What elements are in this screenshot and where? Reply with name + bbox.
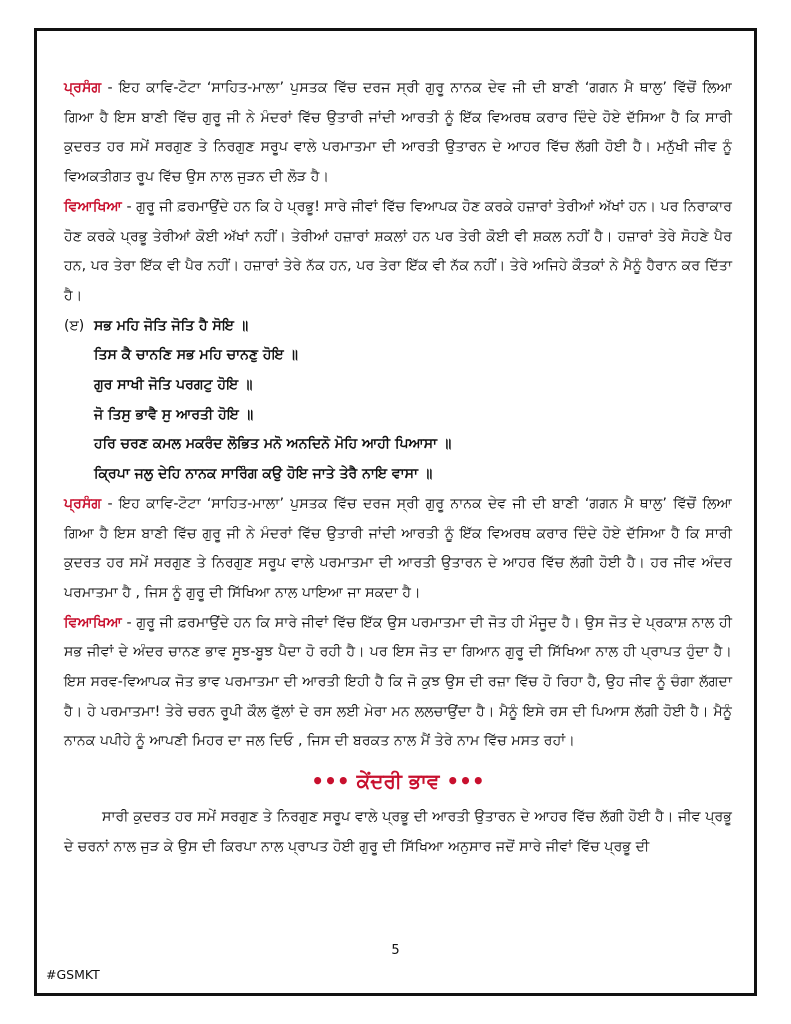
verse-marker: (ੲ) bbox=[64, 317, 85, 334]
prasang-text: - ਇਹ ਕਾਵਿ-ਟੋਟਾ ‘ਸਾਹਿਤ-ਮਾਲਾ’ ਪੁਸਤਕ ਵਿੱਚ ਦਰਜ ਸ੍ਰੀ ਗੁਰੂ ਨਾਨਕ ਦੇਵ ਜੀ ਦੀ ਬਾਣੀ ‘ਗਗਨ ਮੈ ਥਾਲੁ’ ਵਿੱਚੋਂ ਲਿਆ ਗਿਆ ਹੈ ਇਸ ਬਾਣੀ ਵਿੱਚ ਗੁਰੂ ਜੀ ਨੇ ਮੰਦਰਾਂ ਵਿੱਚ ਉਤਾਰੀ ਜਾਂਦੀ ਆਰਤੀ ਨੂੰ ਇੱਕ ਵਿਅਰਥ ਕਰਾਰ ਦਿੰਦੇ ਹੋਏ ਦੱਸਿਆ ਹੈ ਕਿ ਸਾਰੀ ਕੁਦਰਤ ਹਰ ਸਮੇਂ ਸਰਗੁਣ ਤੇ ਨਿਰਗੁਣ ਸਰੂਪ ਵਾਲੇ ਪਰਮਾਤਮਾ ਦੀ ਆਰਤੀ ਉਤਾਰਨ ਦੇ ਆਹਰ ਵਿੱਚ ਲੱਗੀ ਹੋਈ ਹੈ। ਹਰ ਜੀਵ ਅੰਦਰ ਪਰਮਾਤਮਾ ਹੈ , ਜਿਸ ਨੂੰ ਗੁਰੂ ਦੀ ਸਿੱਖਿਆ ਨਾਲ ਪਾਇਆ ਜਾ ਸਕਦਾ ਹੈ। bbox=[64, 495, 732, 601]
vyakhya-paragraph-2 bbox=[64, 609, 732, 758]
verse-line-text: ਸਭ ਮਹਿ ਜੋਤਿ ਜੋਤਿ ਹੈ ਸੋਇ ॥ bbox=[94, 317, 249, 334]
verse-line bbox=[64, 312, 732, 342]
vyakhya-label: ਵਿਆਖਿਆ bbox=[64, 198, 122, 215]
verse-line: ਜੋ ਤਿਸੁ ਭਾਵੈ ਸੁ ਆਰਤੀ ਹੋਇ ॥ bbox=[94, 406, 254, 423]
verse-block bbox=[64, 312, 732, 490]
central-theme-paragraph: ਸਾਰੀ ਕੁਦਰਤ ਹਰ ਸਮੇਂ ਸਰਗੁਣ ਤੇ ਨਿਰਗੁਣ ਸਰੂਪ ਵਾਲੇ ਪ੍ਰਭੂ ਦੀ ਆਰਤੀ ਉਤਾਰਨ ਦੇ ਆਹਰ ਵਿੱਚ ਲੱਗੀ ਹੋਈ ਹੈ। ਜੀਵ ਪ੍ਰਭੂ ਦੇ ਚਰਨਾਂ ਨਾਲ ਜੁੜ ਕੇ ਉਸ ਦੀ ਕਿਰਪਾ ਨਾਲ ਪ੍ਰਾਪਤ ਹੋਈ ਗੁਰੂ ਦੀ ਸਿੱਖਿਆ ਅਨੁਸਾਰ ਜਦੋਂ ਸਾਰੇ ਜੀਵਾਂ ਵਿੱਚ ਪ੍ਰਭੂ ਦੀ bbox=[64, 809, 732, 855]
prasang-text: - ਇਹ ਕਾਵਿ-ਟੋਟਾ ‘ਸਾਹਿਤ-ਮਾਲਾ’ ਪੁਸਤਕ ਵਿੱਚ ਦਰਜ ਸ੍ਰੀ ਗੁਰੂ ਨਾਨਕ ਦੇਵ ਜੀ ਦੀ ਬਾਣੀ ‘ਗਗਨ ਮੈ ਥਾਲੁ’ ਵਿੱਚੋਂ ਲਿਆ ਗਿਆ ਹੈ ਇਸ ਬਾਣੀ ਵਿੱਚ ਗੁਰੂ ਜੀ ਨੇ ਮੰਦਰਾਂ ਵਿੱਚ ਉਤਾਰੀ ਜਾਂਦੀ ਆਰਤੀ ਨੂੰ ਇੱਕ ਵਿਅਰਥ ਕਰਾਰ ਦਿੰਦੇ ਹੋਏ ਦੱਸਿਆ ਹੈ ਕਿ ਸਾਰੀ ਕੁਦਰਤ ਹਰ ਸਮੇਂ ਸਰਗੁਣ ਤੇ ਨਿਰਗੁਣ ਸਰੂਪ ਵਾਲੇ ਪਰਮਾਤਮਾ ਦੀ ਆਰਤੀ ਉਤਾਰਨ ਦੇ ਆਹਰ ਵਿੱਚ ਲੱਗੀ ਹੋਈ ਹੈ। ਮਨੁੱਖੀ ਜੀਵ ਨੂੰ ਵਿਅਕਤੀਗਤ ਰੂਪ ਵਿੱਚ ਉਸ ਨਾਲ ਜੁੜਨ ਦੀ ਲੋੜ ਹੈ। bbox=[64, 80, 732, 186]
document-body bbox=[64, 74, 732, 863]
vyakhya-text: - ਗੁਰੂ ਜੀ ਫ਼ਰਮਾਉਂਦੇ ਹਨ ਕਿ ਹੇ ਪ੍ਰਭੂ! ਸਾਰੇ ਜੀਵਾਂ ਵਿੱਚ ਵਿਆਪਕ ਹੋਣ ਕਰਕੇ ਹਜ਼ਾਰਾਂ ਤੇਰੀਆਂ ਅੱਖਾਂ ਹਨ। ਪਰ ਨਿਰਾਕਾਰ ਹੋਣ ਕਰਕੇ ਪ੍ਰਭੂ ਤੇਰੀਆਂ ਕੋਈ ਅੱਖਾਂ ਨਹੀਂ। ਤੇਰੀਆਂ ਹਜ਼ਾਰਾਂ ਸ਼ਕਲਾਂ ਹਨ ਪਰ ਤੇਰੀ ਕੋਈ ਵੀ ਸ਼ਕਲ ਨਹੀਂ ਹੈ। ਹਜ਼ਾਰਾਂ ਤੇਰੇ ਸੋਹਣੇ ਪੈਰ ਹਨ, ਪਰ ਤੇਰਾ ਇੱਕ ਵੀ ਪੈਰ ਨਹੀਂ। ਹਜ਼ਾਰਾਂ ਤੇਰੇ ਨੱਕ ਹਨ, ਪਰ ਤੇਰਾ ਇੱਕ ਵੀ ਨੱਕ ਨਹੀਂ। ਤੇਰੇ ਅਜਿਹੇ ਕੌਤਕਾਂ ਨੇ ਮੈਨੂੰ ਹੈਰਾਨ ਕਰ ਦਿੱਤਾ ਹੈ। bbox=[64, 198, 732, 304]
vyakhya-text: - ਗੁਰੂ ਜੀ ਫ਼ਰਮਾਉਂਦੇ ਹਨ ਕਿ ਸਾਰੇ ਜੀਵਾਂ ਵਿੱਚ ਇੱਕ ਉਸ ਪਰਮਾਤਮਾ ਦੀ ਜੋਤ ਹੀ ਮੌਜੂਦ ਹੈ। ਉਸ ਜੋਤ ਦੇ ਪ੍ਰਕਾਸ਼ ਨਾਲ ਹੀ ਸਭ ਜੀਵਾਂ ਦੇ ਅੰਦਰ ਚਾਨਣ ਭਾਵ ਸੂਝ-ਬੂਝ ਪੈਦਾ ਹੋ ਰਹੀ ਹੈ। ਪਰ ਇਸ ਜੋਤ ਦਾ ਗਿਆਨ ਗੁਰੂ ਦੀ ਸਿੱਖਿਆ ਨਾਲ ਹੀ ਪ੍ਰਾਪਤ ਹੁੰਦਾ ਹੈ। ਇਸ ਸਰਵ-ਵਿਆਪਕ ਜੋਤ ਭਾਵ ਪਰਮਾਤਮਾ ਦੀ ਆਰਤੀ ਇਹੀ ਹੈ ਕਿ ਜੋ ਕੁਝ ਉਸ ਦੀ ਰਜ਼ਾ ਵਿੱਚ ਹੋ ਰਿਹਾ ਹੈ, ਉਹ ਜੀਵ ਨੂੰ ਚੰਗਾ ਲੱਗਦਾ ਹੈ। ਹੇ ਪਰਮਾਤਮਾ! ਤੇਰੇ ਚਰਨ ਰੂਪੀ ਕੌਲ ਫੁੱਲਾਂ ਦੇ ਰਸ ਲਈ ਮੇਰਾ ਮਨ ਲਲਚਾਉਂਦਾ ਹੈ। ਮੈਨੂੰ ਇਸੇ ਰਸ ਦੀ ਪਿਆਸ ਲੱਗੀ ਹੋਈ ਹੈ। ਮੈਨੂੰ ਨਾਨਕ ਪਪੀਹੇ ਨੂੰ ਆਪਣੀ ਮਿਹਰ ਦਾ ਜਲ ਦਿਓ , ਜਿਸ ਦੀ ਬਰਕਤ ਨਾਲ ਮੈਂ ਤੇਰੇ ਨਾਮ ਵਿੱਚ ਮਸਤ ਰਹਾਂ। bbox=[64, 614, 732, 750]
prasang-paragraph-2 bbox=[64, 490, 732, 609]
prasang-label: ਪ੍ਰਸੰਗ bbox=[64, 495, 102, 512]
footer-tag: #GSMKT bbox=[46, 967, 100, 982]
verse-line: ਤਿਸ ਕੈ ਚਾਨਣਿ ਸਭ ਮਹਿ ਚਾਨਣੁ ਹੋਇ ॥ bbox=[94, 347, 298, 364]
vyakhya-label: ਵਿਆਖਿਆ bbox=[64, 614, 122, 631]
prasang-paragraph-1 bbox=[64, 74, 732, 193]
vyakhya-paragraph-1 bbox=[64, 193, 732, 312]
section-heading: ••• ਕੇਂਦਰੀ ਭਾਵ ••• bbox=[311, 769, 485, 794]
verse-line: ਗੁਰ ਸਾਖੀ ਜੋਤਿ ਪਰਗਟੁ ਹੋਇ ॥ bbox=[94, 377, 253, 394]
verse-line: ਕ੍ਰਿਪਾ ਜਲੁ ਦੇਹਿ ਨਾਨਕ ਸਾਰਿੰਗ ਕਉ ਹੋਇ ਜਾਤੇ ਤੇਰੈ ਨਾਇ ਵਾਸਾ ॥ bbox=[94, 466, 433, 483]
verse-line: ਹਰਿ ਚਰਣ ਕਮਲ ਮਕਰੰਦ ਲੋਭਿਤ ਮਨੋ ਅਨਦਿਨੋ ਮੋਹਿ ਆਹੀ ਪਿਆਸਾ ॥ bbox=[94, 436, 452, 453]
page-number: 5 bbox=[391, 943, 400, 958]
prasang-label: ਪ੍ਰਸੰਗ bbox=[64, 80, 102, 96]
